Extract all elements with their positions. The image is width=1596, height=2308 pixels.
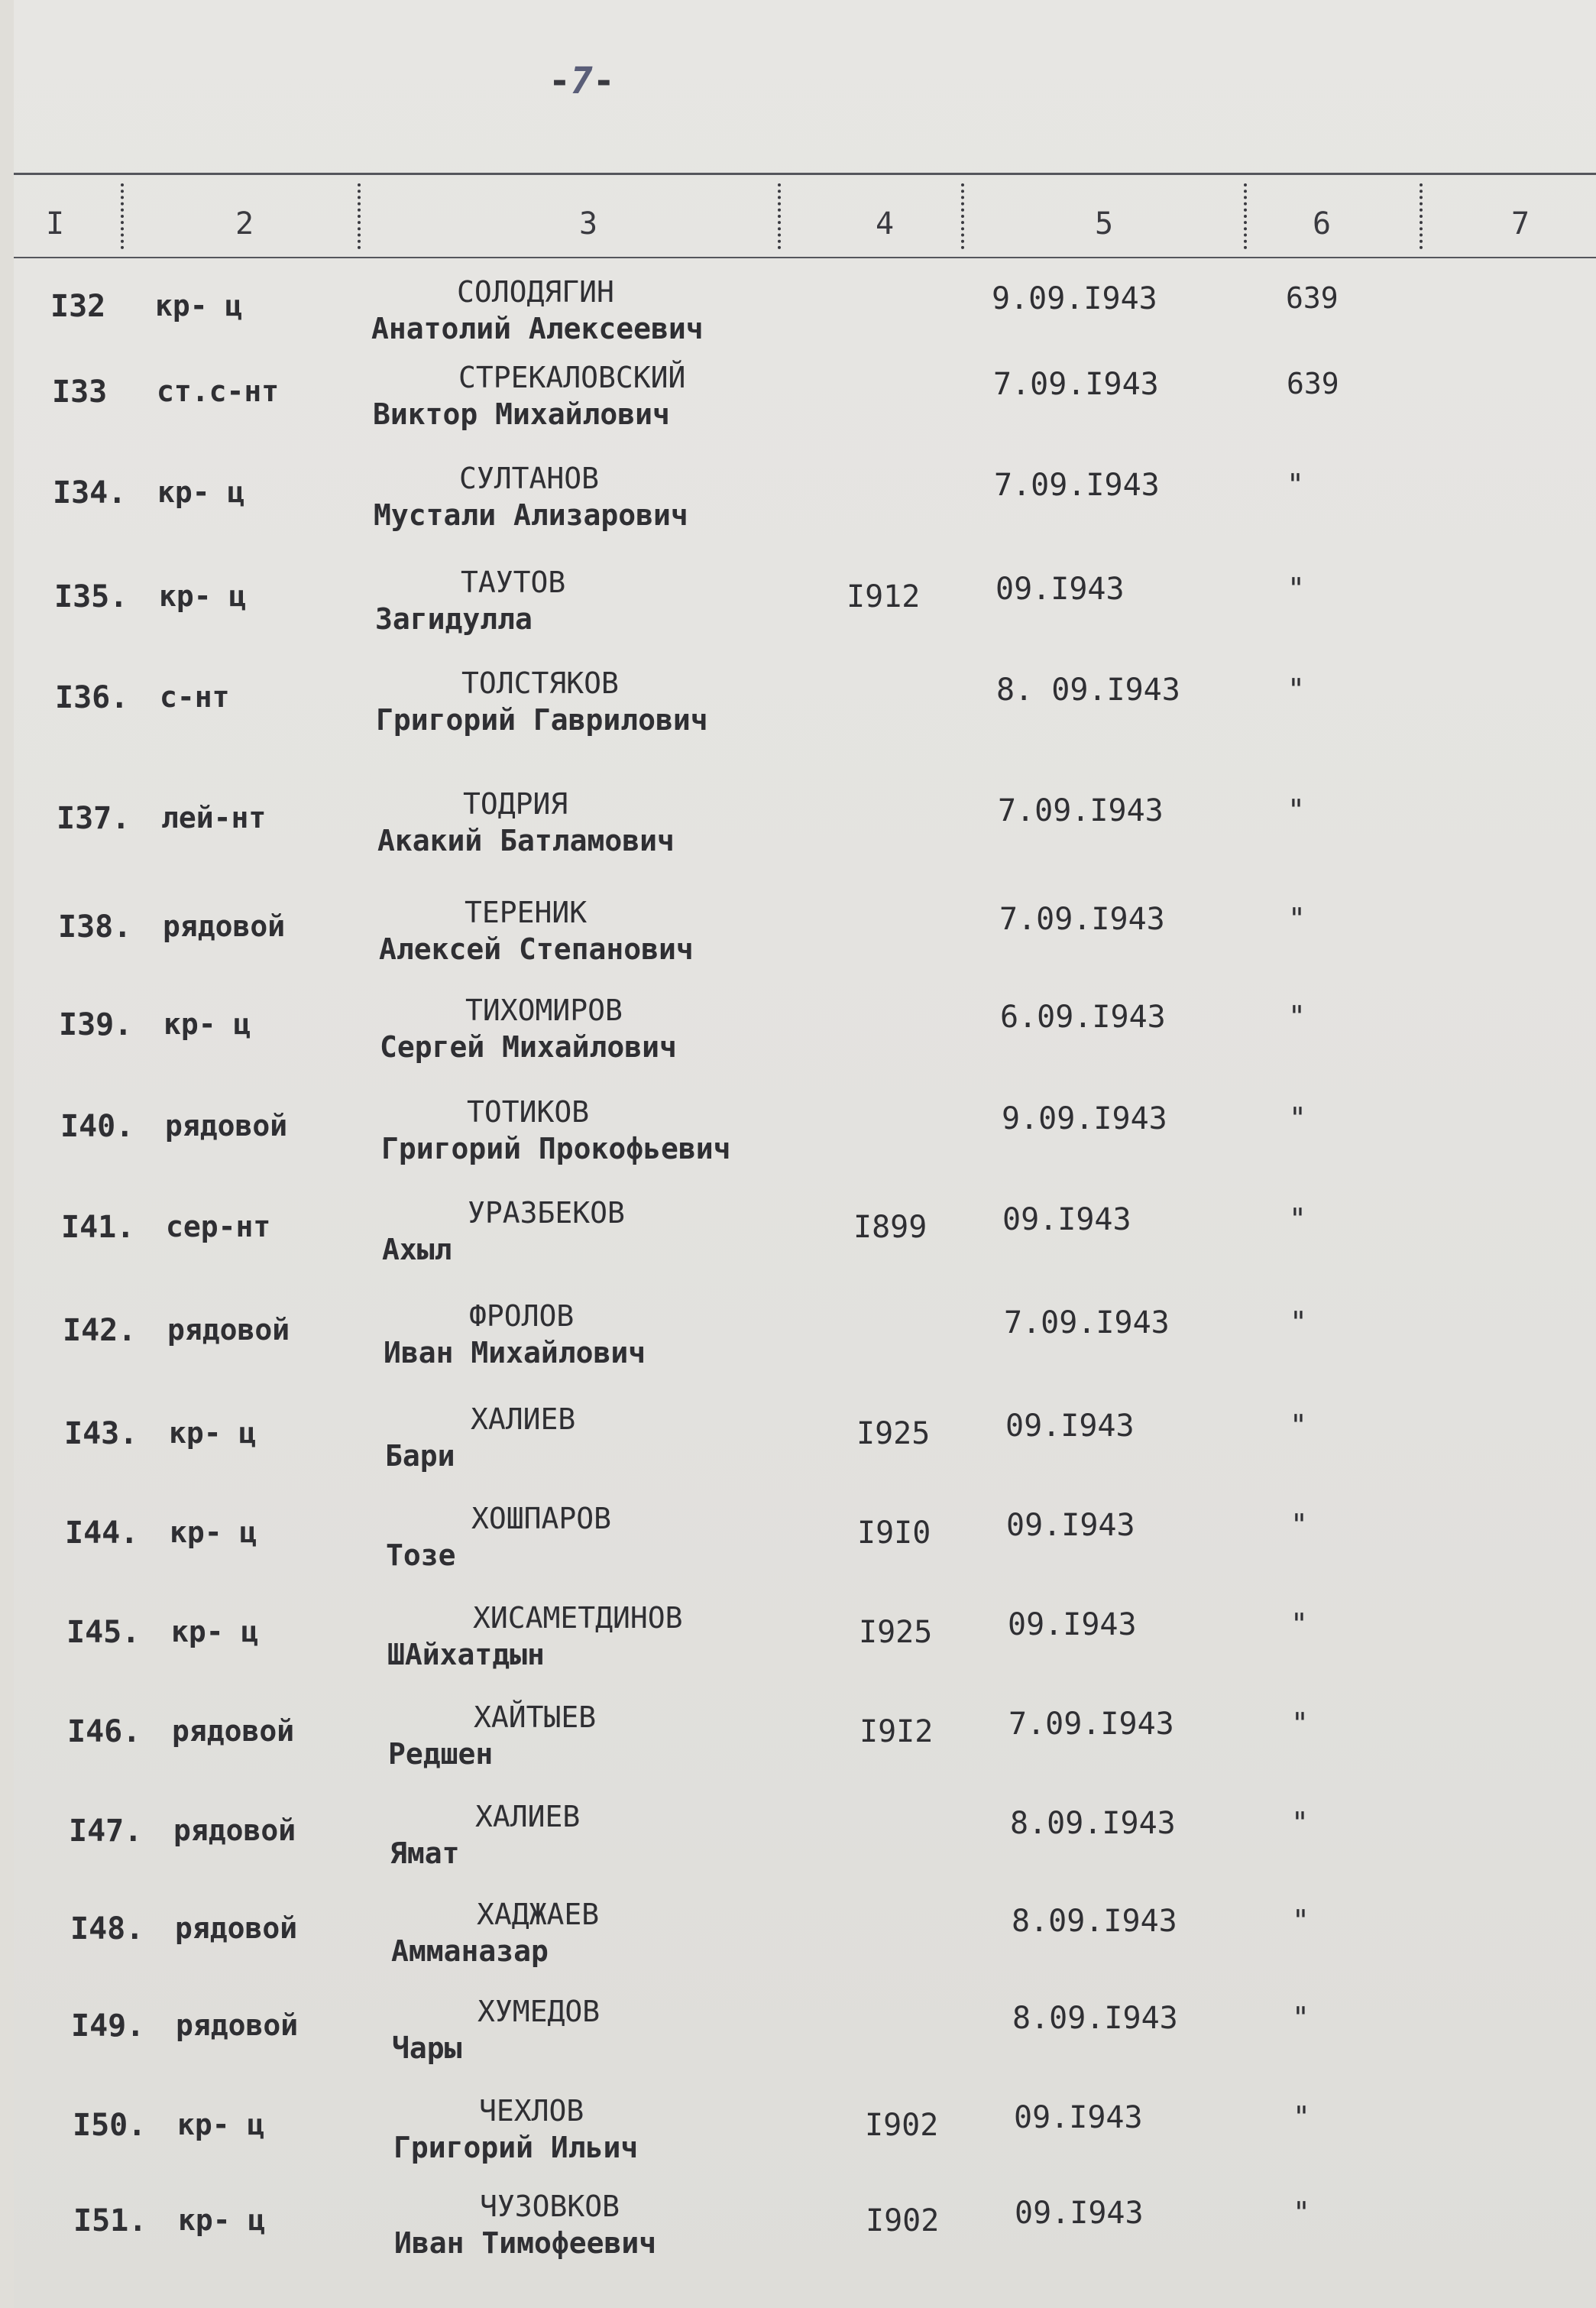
page-number [549,60,615,102]
list-item [14,1502,1596,1601]
record-surname: ХИСАМЕТДИНОВ [473,1601,683,1635]
record-rank: рядовой [163,909,286,943]
list-item [14,361,1596,460]
record-number: I41. [61,1210,135,1245]
record-number: I33 [52,374,108,410]
column-header-2: 2 [235,206,254,241]
record-surname: УРАЗБЕКОВ [468,1196,625,1230]
record-given-names: Григорий Гаврилович [376,703,708,737]
record-surname: ТИХОМИРОВ [465,994,623,1027]
record-column-6: " [1293,2100,1310,2134]
list-item [14,896,1596,995]
record-number: I45. [66,1615,141,1650]
record-birth-year: I902 [866,2203,940,2238]
record-birth-year: I9I0 [857,1515,931,1551]
column-separator [121,183,124,249]
record-rank: кр- ц [178,2203,266,2237]
record-date: 7.09.I943 [1004,1305,1170,1340]
record-number: I36. [55,680,129,715]
record-surname: ЧЕХЛОВ [479,2094,584,2128]
table-header-rule [14,257,1596,258]
record-rank: кр- ц [163,1007,251,1041]
column-header-4: 4 [876,206,895,241]
record-column-6: 639 [1287,367,1339,400]
page-number-value: 7 [570,60,593,102]
list-item [14,1800,1596,1899]
record-given-names: Ахыл [382,1233,452,1266]
record-birth-year: I902 [865,2108,939,2143]
record-column-6: " [1289,1202,1306,1236]
record-column-6: " [1292,2001,1309,2034]
record-surname: СОЛОДЯГИН [457,275,614,309]
record-number: I38. [58,909,132,945]
record-date: 7.09.I943 [993,367,1159,402]
record-given-names: Чары [392,2031,462,2065]
record-date: 8.09.I943 [1012,2001,1178,2036]
record-rank: рядовой [173,1814,296,1847]
record-number: I40. [60,1109,134,1144]
record-surname: ХОШПАРОВ [471,1502,612,1535]
record-column-6: " [1290,1607,1308,1641]
record-column-6: " [1289,1101,1306,1135]
record-number: I46. [67,1714,141,1749]
record-date: 9.09.I943 [992,281,1157,316]
record-date: 7.09.I943 [1008,1707,1174,1742]
list-item [14,2094,1596,2193]
record-given-names: Мустали Ализарович [374,498,688,532]
list-item [14,462,1596,561]
record-given-names: Редшен [388,1737,494,1771]
record-rank: рядовой [175,1911,298,1945]
record-date: 8. 09.I943 [996,673,1180,708]
record-birth-year: I912 [847,579,921,614]
record-surname: ФРОЛОВ [469,1299,575,1333]
record-birth-year: I899 [853,1210,927,1245]
record-given-names: Акакий Батламович [377,824,675,857]
record-column-6: " [1291,1806,1309,1840]
record-birth-year: I925 [859,1615,933,1650]
record-given-names: Загидулла [375,602,533,636]
record-number: I32 [50,289,106,324]
record-column-6: " [1287,793,1305,827]
record-column-6: " [1292,1904,1309,1937]
record-date: 09.I943 [995,572,1125,607]
column-separator [778,183,781,249]
list-item [14,275,1596,374]
record-column-6: " [1290,1508,1308,1541]
record-column-6: " [1291,1707,1309,1740]
record-rank: рядовой [165,1109,288,1143]
page-number-dash-left: - [549,60,571,102]
record-date: 7.09.I943 [994,468,1160,503]
record-surname: СТРЕКАЛОВСКИЙ [458,361,686,394]
record-column-6: " [1293,2196,1310,2229]
record-number: I49. [71,2008,145,2044]
record-date: 8.09.I943 [1012,1904,1177,1939]
record-rank: лей-нт [161,801,267,835]
record-given-names: Григорий Ильич [393,2131,639,2164]
list-item [14,994,1596,1093]
list-item [14,1995,1596,2094]
record-rank: кр- ц [155,289,243,323]
record-column-6: " [1287,673,1305,706]
record-surname: ТОДРИЯ [463,787,568,821]
record-rank: кр- ц [171,1615,259,1648]
record-rank: рядовой [172,1714,295,1748]
record-given-names: Алексей Степанович [379,932,694,966]
page-number-dash-right: - [592,60,615,102]
column-header-1: I [46,206,65,241]
record-column-6: " [1287,468,1304,501]
record-rank: кр- ц [159,579,247,613]
list-item [14,1402,1596,1502]
record-date: 7.09.I943 [999,902,1165,937]
record-rank: сер-нт [166,1210,271,1243]
record-given-names: Амманазар [391,1934,549,1968]
record-surname: ТАУТОВ [461,566,566,599]
record-surname: ТОЛСТЯКОВ [461,666,619,700]
record-given-names: Анатолий Алексеевич [371,312,704,345]
list-item [14,787,1596,887]
record-number: I51. [73,2203,147,2238]
column-separator [1420,183,1423,249]
record-number: I48. [70,1911,144,1947]
record-surname: ТЕРЕНИК [465,896,588,929]
record-number: I39. [59,1007,133,1042]
record-date: 09.I943 [1006,1508,1135,1543]
record-date: 7.09.I943 [998,793,1164,828]
record-number: I44. [65,1515,139,1551]
record-number: I37. [57,801,131,836]
record-date: 09.I943 [1008,1607,1137,1642]
list-item [14,1196,1596,1295]
record-surname: СУЛТАНОВ [459,462,600,495]
record-date: 09.I943 [1014,2100,1143,2135]
record-birth-year: I9I2 [860,1714,934,1749]
record-column-6: 639 [1286,281,1339,315]
column-header-7: 7 [1511,206,1530,241]
column-separator [961,183,964,249]
record-rank: рядовой [167,1313,290,1347]
record-given-names: Бари [385,1439,455,1473]
record-surname: ХАЛИЕВ [475,1800,581,1833]
record-surname: ХАДЖАЕВ [477,1898,600,1931]
column-header-5: 5 [1095,206,1114,241]
list-item [14,1601,1596,1700]
record-number: I43. [64,1416,138,1451]
record-rank: ст.с-нт [157,374,280,408]
record-column-6: " [1290,1408,1307,1442]
column-header-3: 3 [579,206,598,241]
record-date: 8.09.I943 [1010,1806,1176,1841]
record-rank: кр- ц [177,2108,265,2141]
record-surname: ХАЛИЕВ [471,1402,576,1436]
record-given-names: Иван Тимофеевич [394,2226,657,2260]
record-given-names: Сергей Михайлович [380,1030,677,1064]
record-rank: кр- ц [169,1416,257,1450]
table-top-rule [14,173,1596,175]
record-number: I35. [54,579,128,614]
list-item [14,1898,1596,1997]
list-item [14,1095,1596,1195]
record-column-6: " [1290,1305,1307,1339]
list-item [14,1299,1596,1399]
record-surname: ХУМЕДОВ [478,1995,601,2028]
record-rank: с-нт [160,680,230,714]
record-date: 09.I943 [1015,2196,1144,2231]
record-surname: ТОТИКОВ [467,1095,590,1129]
list-item [14,2190,1596,2289]
column-separator [358,183,361,249]
column-separator [1244,183,1247,249]
record-number: I47. [69,1814,143,1849]
record-column-6: " [1288,902,1306,935]
record-date: 09.I943 [1005,1408,1135,1444]
record-given-names: ШАйхатдын [387,1638,545,1671]
list-item [14,1700,1596,1800]
list-item [14,566,1596,665]
record-given-names: Ямат [390,1836,460,1870]
list-item [14,666,1596,766]
record-date: 09.I943 [1002,1202,1131,1237]
record-given-names: Виктор Михайлович [373,397,670,431]
record-date: 9.09.I943 [1002,1101,1167,1136]
record-surname: ЧУЗОВКОВ [480,2190,620,2223]
record-birth-year: I925 [856,1416,931,1451]
record-date: 6.09.I943 [1000,1000,1166,1035]
column-header-6: 6 [1313,206,1332,241]
record-number: I34. [53,475,127,511]
record-column-6: " [1288,1000,1306,1033]
record-surname: ХАЙТЫЕВ [474,1700,597,1734]
record-given-names: Тозе [386,1538,456,1572]
record-column-6: " [1287,572,1305,605]
record-rank: кр- ц [157,475,245,509]
record-rank: рядовой [176,2008,299,2042]
record-rank: кр- ц [170,1515,257,1549]
record-number: I50. [73,2108,147,2143]
record-given-names: Иван Михайлович [384,1336,646,1370]
record-given-names: Григорий Прокофьевич [381,1132,731,1165]
document-page [14,0,1596,2308]
record-number: I42. [63,1313,137,1348]
